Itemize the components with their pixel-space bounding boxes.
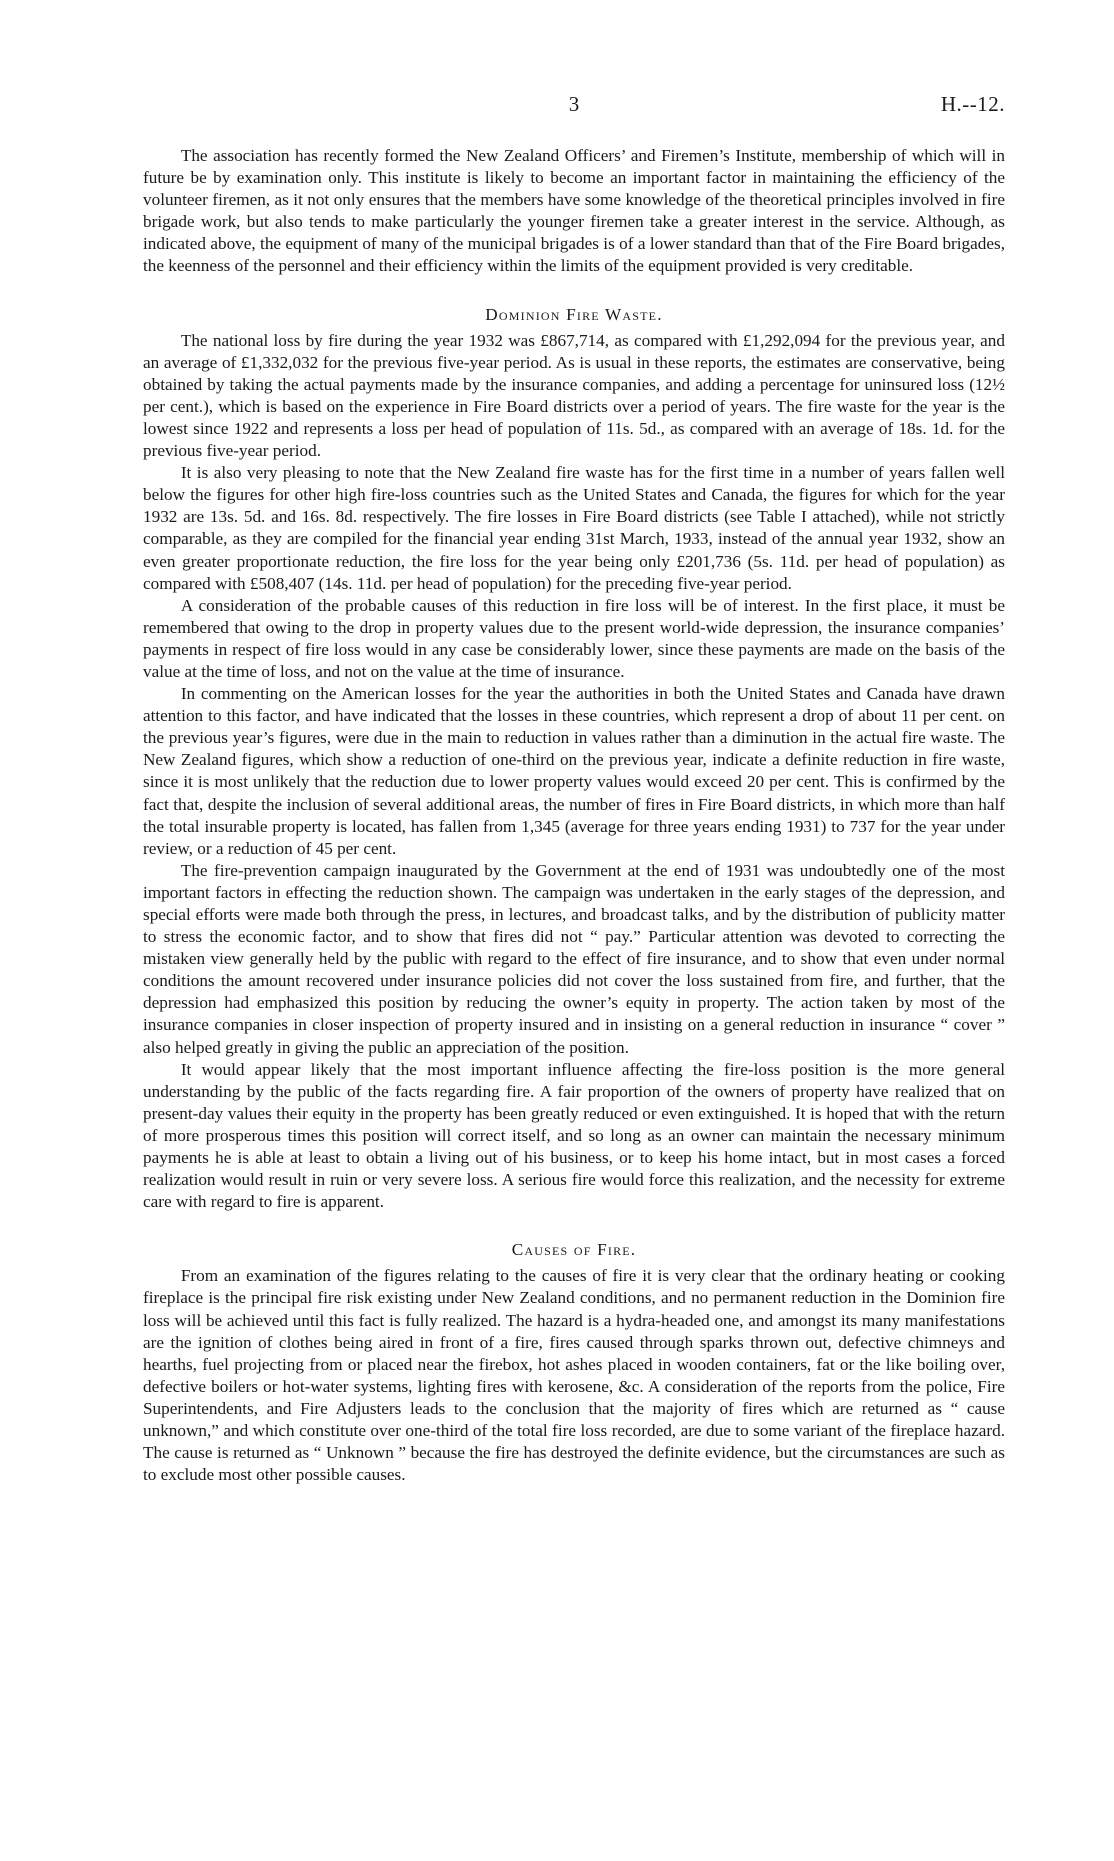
paragraph: A consideration of the probable causes of this reduction in fire loss will be of interest. In the first place, it must be remembered that owing to the drop in property values due to the present world-wide depression, the insurance companies’ payments in respect of fire loss would in any case be considerably lower, since these payments are made on the basis of the value at the time of loss, and not on the value at the time of insurance. [143,595,1005,681]
document-reference: H.--12. [940,92,1005,116]
paragraph: From an examination of the figures relating to the causes of fire it is very clear that the ordinary heating or cooking fireplace is the principal fire risk existing under New Zealand conditions, and no permanent reduction in the Dominion fire loss will be achieved until this fact is fully realized. The hazard is a hydra-headed one, and amongst its many manifestations are the ignition of clothes being aired in front of a fire, fires caused through sparks thrown out, defective chimneys and hearths, fuel projecting from or placed near the firebox, hot ashes placed in wooden containers, fat or the like boiling over, defective boilers or hot-water systems, lighting fires with kerosene, &c. A consideration of the reports from the police, Fire Superintendents, and Fire Adjusters leads to the conclusion that the majority of fires which are returned as “ cause unknown,” and which constitute over one-third of the total fire loss recorded, are due to some variant of the fireplace hazard. The cause is returned as “ Unknown ” because the fire has destroyed the definite evidence, but the circumstances are such as to exclude most other possible causes. [143,1266,1005,1485]
document-body [143,145,1005,1486]
paragraph: In commenting on the American losses for the year the authorities in both the United States and Canada have drawn attention to this factor, and have indicated that the losses in these countries, which represent a drop of about 11 per cent. on the previous year’s figures, were due in the main to reduction in values rather than a diminution in the actual fire waste. The New Zealand figures, which show a reduction of one-third on the previous year, indicate a definite reduction in fire waste, since it is most unlikely that the reduction due to lower property values would exceed 20 per cent. This is confirmed by the fact that, despite the inclusion of several additional areas, the number of fires in Fire Board districts, in which more than half the total insurable property is located, has fallen from 1,345 (average for three years ending 1931) to 737 for the year under review, or a reduction of 45 per cent. [143,684,1005,858]
paragraph: It is also very pleasing to note that the New Zealand fire waste has for the first time in a number of years fallen well below the figures for other high fire-loss countries such as the United States and Canada, the figures for which for the year 1932 are 13s. 5d. and 16s. 8d. respectively. The fire losses in Fire Board districts (see Table I attached), while not strictly comparable, as they are compiled for the financial year ending 31st March, 1933, instead of the annual year 1932, show an even greater proportionate reduction, the fire loss for the year being only £201,736 (5s. 11d. per head of population) as compared with £508,407 (14s. 11d. per head of population) for the preceding five-year period. [143,463,1005,593]
section-heading-causes-of-fire: Causes of Fire. [511,1240,637,1260]
paragraph: The fire-prevention campaign inaugurated by the Government at the end of 1931 was undoubtedly one of the most important factors in effecting the reduction shown. The campaign was undertaken in the early stages of the depression, and special efforts were made both through the press, in lectures, and broadcast talks, and by the distribution of publicity matter to stress the economic factor, and to show that fires did not “ pay.” Particular attention was devoted to correcting the mistaken view generally held by the public with regard to the effect of fire insurance, and to show that even under normal conditions the amount recovered under insurance policies did not cover the loss sustained from fire, and further, that the depression had emphasized this position by reducing the owner’s equity in property. The action taken by most of the insurance companies in closer inspection of property insured and in insisting on a general reduction in insurance “ cover ” also helped greatly in giving the public an appreciation of the position. [143,860,1005,1057]
page-header [143,92,1005,122]
intro-paragraph: The association has recently formed the New Zealand Officers’ and Firemen’s Institute, membership of which will in future be by examination only. This institute is likely to become an important factor in maintaining the efficiency of the volunteer firemen, as it not only ensures that the members have some knowledge of the theoretical principles involved in fire brigade work, but also tends to make particularly the younger firemen take a greater interest in the service. Although, as indicated above, the equipment of many of the municipal brigades is of a lower standard than that of the Fire Board brigades, the keenness of the personnel and their efficiency within the limits of the equipment provided is very creditable. [143,146,1005,276]
page-number: 3 [568,92,580,116]
section-heading-fire-waste: Dominion Fire Waste. [485,304,663,324]
paragraph: The national loss by fire during the year 1932 was £867,714, as compared with £1,292,094 for the previous year, and an average of £1,332,032 for the previous five-year period. As is usual in these reports, the estimates are conservative, being obtained by taking the actual payments made by the insurance companies, and adding a percentage for uninsured loss (12½ per cent.), which is based on the experience in Fire Board districts over a period of years. The fire waste for the year is the lowest since 1922 and represents a loss per head of population of 11s. 5d., as compared with an average of 18s. 1d. for the previous five-year period. [143,330,1005,461]
paragraph: It would appear likely that the most important influence affecting the fire-loss position is the more general understanding by the public of the facts regarding fire. A fair proportion of the owners of property have realized that on present-day values their equity in the property has been greatly reduced or even extinguished. It is hoped that with the return of more prosperous times this position will correct itself, and so long as an owner can maintain the necessary minimum payments he is able at least to obtain a living out of his business, or to keep his home intact, but in most cases a forced realization would result in ruin or very severe loss. A serious fire would force this realization, and the necessity for extreme care with regard to fire is apparent. [143,1059,1005,1212]
